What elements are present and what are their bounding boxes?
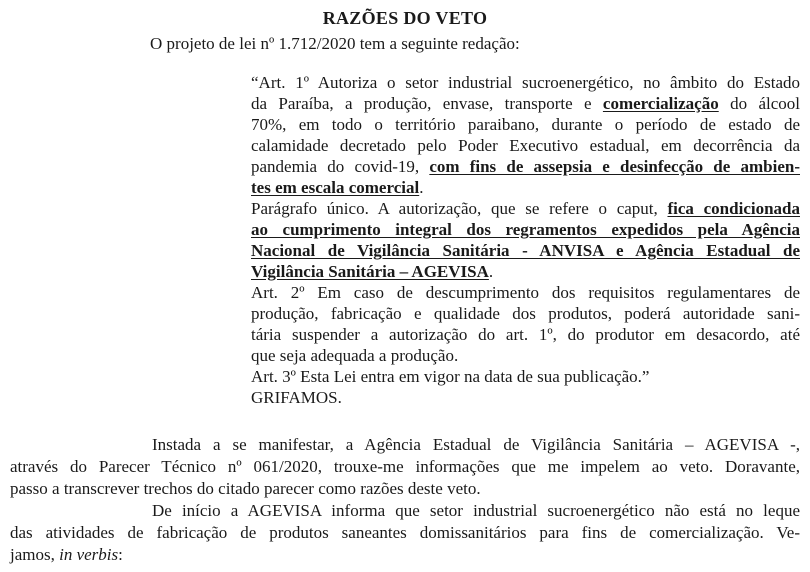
text-line	[251, 198, 800, 219]
document-title: RAZÕES DO VETO	[322, 8, 488, 28]
text-run: através do Parecer Técnico nº 061/2020, trouxe-me informações que me impelem ao veto. Doravante,	[10, 457, 800, 476]
text-run: GRIFAMOS.	[251, 388, 342, 407]
text-line	[251, 366, 800, 387]
text-line	[251, 240, 800, 261]
text-line	[251, 177, 800, 198]
text-run: que seja adequada a produção.	[251, 346, 459, 365]
veto-reasons-text	[10, 434, 800, 566]
text-run: .	[488, 262, 494, 281]
text-run: Parágrafo único. A autorização, que se refere o caput,	[251, 199, 668, 218]
text-line	[251, 303, 800, 324]
text-run: 70%, em todo o território paraibano, durante o período de estado de	[251, 115, 800, 134]
intro-paragraph: O projeto de lei nº 1.712/2020 tem a seguinte redação:	[150, 34, 520, 53]
emphasized-text-run: Vigilância Sanitária – AGEVISA	[251, 262, 489, 281]
text-line	[251, 324, 800, 345]
emphasized-text-run: fica condicionada	[667, 199, 800, 218]
text-run: “Art. 1º Autoriza o setor industrial sucroenergético, no âmbito do Estado	[251, 73, 800, 92]
text-line	[10, 478, 800, 500]
text-line	[251, 72, 800, 93]
text-line	[10, 522, 800, 544]
text-line	[251, 261, 800, 282]
text-line	[251, 387, 800, 408]
text-run: da Paraíba, a produção, envase, transporte e	[251, 94, 603, 113]
text-line	[10, 544, 800, 566]
emphasized-text-run: tes em escala comercial	[251, 178, 420, 197]
emphasized-text-run: ao cumprimento integral dos regramentos expedidos pela Agência	[251, 220, 800, 239]
text-run: passo a transcrever trechos do citado parecer como razões deste veto.	[10, 479, 481, 498]
text-run: De início a AGEVISA informa que setor industrial sucroenergético não está no leque	[152, 501, 800, 520]
text-run: Art. 2º Em caso de descumprimento dos requisitos regulamentares de	[251, 283, 800, 302]
text-line	[251, 282, 800, 303]
text-run: produção, fabricação e qualidade dos produtos, poderá autoridade sani-	[251, 304, 800, 323]
text-line	[10, 500, 800, 522]
text-run: das atividades de fabricação de produtos saneantes domissanitários para fins de comercialização. Ve-	[10, 523, 800, 542]
quoted-law-text	[251, 72, 800, 408]
italic-text-run: in verbis	[59, 545, 119, 564]
text-run: Instada a se manifestar, a Agência Estadual de Vigilância Sanitária – AGEVISA -,	[152, 435, 800, 454]
text-line	[251, 345, 800, 366]
text-line	[10, 456, 800, 478]
text-line	[10, 434, 800, 456]
text-run: Art. 3º Esta Lei entra em vigor na data de sua publicação.”	[251, 367, 650, 386]
text-line	[251, 219, 800, 240]
text-line	[251, 135, 800, 156]
text-run: do álcool	[718, 94, 800, 113]
emphasized-text-run: Nacional de Vigilância Sanitária - ANVISA e Agência Estadual de	[251, 241, 800, 260]
text-run: .	[419, 178, 424, 197]
emphasized-text-run: com fins de assepsia e desinfecção de ambien-	[429, 157, 800, 176]
emphasized-text-run: comercialização	[602, 94, 719, 113]
text-run: calamidade decretado pelo Poder Executivo estadual, em decorrência da	[251, 136, 800, 155]
text-line	[251, 114, 800, 135]
text-run: pandemia do covid-19,	[251, 157, 430, 176]
text-run: :	[118, 545, 123, 564]
text-line	[251, 93, 800, 114]
text-run: jamos,	[10, 545, 60, 564]
text-run: tária suspender a autorização do art. 1º, do produtor em desacordo, até	[251, 325, 800, 344]
text-line	[251, 156, 800, 177]
